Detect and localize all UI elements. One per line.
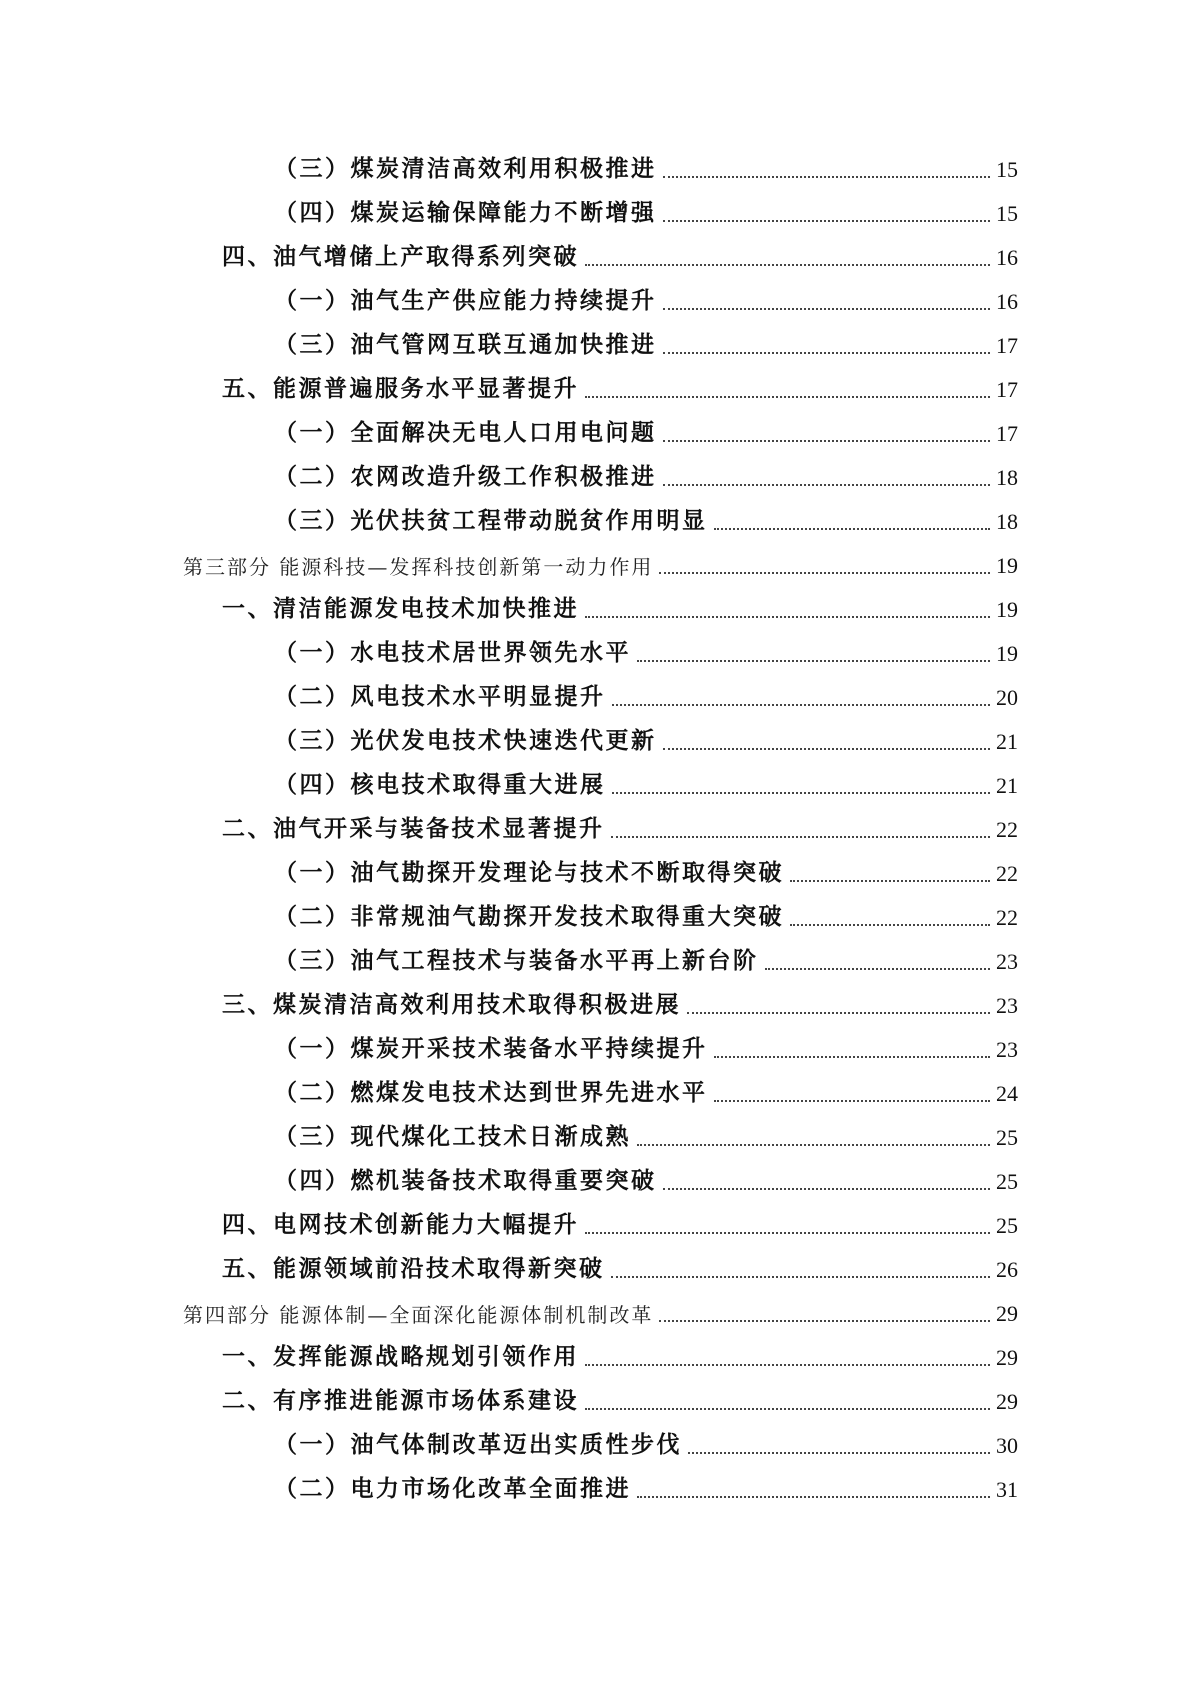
- toc-entry-line: [0, 730, 1190, 753]
- toc-entry-title: （一）油气生产供应能力持续提升: [274, 288, 657, 314]
- toc-entry-line: [0, 378, 1190, 401]
- toc-section-entry[interactable]: [0, 583, 1190, 627]
- toc-subsection-entry[interactable]: [0, 627, 1190, 671]
- toc-page-number: 19: [996, 553, 1018, 578]
- toc-entry-title: （四）燃机装备技术取得重要突破: [274, 1168, 657, 1194]
- toc-entry-line: [0, 818, 1190, 841]
- toc-entry-title: 三、煤炭清洁高效利用技术取得积极进展: [222, 992, 681, 1018]
- toc-subsection-entry[interactable]: [0, 495, 1190, 539]
- toc-section-entry[interactable]: [0, 979, 1190, 1023]
- toc-entry-title: （三）光伏发电技术快速迭代更新: [274, 728, 657, 754]
- toc-entry-line: [0, 202, 1190, 225]
- toc-entry-line: [0, 466, 1190, 489]
- toc-entry-line: [0, 1126, 1190, 1149]
- toc-page-number: 18: [996, 509, 1018, 534]
- toc-subsection-entry[interactable]: [0, 891, 1190, 935]
- toc-subsection-entry[interactable]: [0, 671, 1190, 715]
- toc-subsection-entry[interactable]: [0, 187, 1190, 231]
- toc-entry-title: （一）全面解决无电人口用电问题: [274, 420, 657, 446]
- dot-leader: [585, 1232, 990, 1234]
- toc-entry-line: [0, 686, 1190, 709]
- dot-leader: [611, 1276, 991, 1278]
- toc-page-number: 26: [996, 1257, 1018, 1282]
- toc-section-entry[interactable]: [0, 1331, 1190, 1375]
- toc-page-number: 22: [996, 905, 1018, 930]
- toc-entry-line: [0, 1214, 1190, 1237]
- toc-subsection-entry[interactable]: [0, 1155, 1190, 1199]
- toc-subsection-entry[interactable]: [0, 143, 1190, 187]
- toc-entry-line: [0, 862, 1190, 885]
- toc-subsection-entry[interactable]: [0, 451, 1190, 495]
- toc-entry-line: [0, 1303, 1190, 1325]
- toc-subsection-entry[interactable]: [0, 759, 1190, 803]
- dot-leader: [714, 1056, 991, 1058]
- toc-subsection-entry[interactable]: [0, 935, 1190, 979]
- toc-entry-line: [0, 1170, 1190, 1193]
- toc-entry-line: [0, 1346, 1190, 1369]
- dot-leader: [765, 968, 991, 970]
- dot-leader: [714, 1100, 991, 1102]
- dot-leader: [585, 1408, 990, 1410]
- toc-entry-title: （二）电力市场化改革全面推进: [274, 1476, 631, 1502]
- toc-entry-line: [0, 774, 1190, 797]
- toc-entry-line: [0, 334, 1190, 357]
- toc-page-number: 25: [996, 1169, 1018, 1194]
- dot-leader: [659, 1320, 990, 1322]
- dot-leader: [687, 1012, 990, 1014]
- toc-page-number: 25: [996, 1213, 1018, 1238]
- toc-subsection-entry[interactable]: [0, 715, 1190, 759]
- toc-section-entry[interactable]: [0, 1375, 1190, 1419]
- toc-subsection-entry[interactable]: [0, 407, 1190, 451]
- toc-entry-title: （四）煤炭运输保障能力不断增强: [274, 200, 657, 226]
- toc-entry-title: 一、清洁能源发电技术加快推进: [222, 596, 579, 622]
- dot-leader: [637, 660, 990, 662]
- toc-entry-title: 四、电网技术创新能力大幅提升: [222, 1212, 579, 1238]
- toc-page-number: 19: [996, 641, 1018, 666]
- toc-page-number: 29: [996, 1345, 1018, 1370]
- toc-entry-title: （三）油气工程技术与装备水平再上新台阶: [274, 948, 759, 974]
- toc-subsection-entry[interactable]: [0, 1463, 1190, 1507]
- dot-leader: [585, 396, 990, 398]
- dot-leader: [663, 1188, 991, 1190]
- dot-leader: [663, 748, 991, 750]
- toc-entry-line: [0, 1258, 1190, 1281]
- toc-entry-title: （四）核电技术取得重大进展: [274, 772, 606, 798]
- toc-subsection-entry[interactable]: [0, 847, 1190, 891]
- toc-entry-line: [0, 158, 1190, 181]
- toc-page-number: 24: [996, 1081, 1018, 1106]
- toc-entry-title: 二、油气开采与装备技术显著提升: [222, 816, 605, 842]
- toc-entry-title: （三）现代煤化工技术日渐成熟: [274, 1124, 631, 1150]
- dot-leader: [790, 880, 990, 882]
- dot-leader: [663, 484, 991, 486]
- toc-entry-title: 一、发挥能源战略规划引领作用: [222, 1344, 579, 1370]
- dot-leader: [637, 1496, 990, 1498]
- toc-entry-line: [0, 1478, 1190, 1501]
- dot-leader: [663, 352, 991, 354]
- dot-leader: [585, 616, 990, 618]
- toc-entry-title: （二）燃煤发电技术达到世界先进水平: [274, 1080, 708, 1106]
- toc-page-number: 29: [996, 1389, 1018, 1414]
- toc-entry-line: [0, 246, 1190, 269]
- toc-subsection-entry[interactable]: [0, 1067, 1190, 1111]
- toc-entry-line: [0, 1390, 1190, 1413]
- toc-page-number: 22: [996, 817, 1018, 842]
- dot-leader: [663, 308, 991, 310]
- toc-page-number: 19: [996, 597, 1018, 622]
- toc-entry-title: 第三部分 能源科技—发挥科技创新第一动力作用: [183, 555, 654, 579]
- dot-leader: [663, 440, 991, 442]
- toc-entry-line: [0, 1082, 1190, 1105]
- toc-page-number: 31: [996, 1477, 1018, 1502]
- toc-page-number: 16: [996, 245, 1018, 270]
- toc-entry-title: （三）油气管网互联互通加快推进: [274, 332, 657, 358]
- toc-subsection-entry[interactable]: [0, 1023, 1190, 1067]
- toc-page-number: 15: [996, 157, 1018, 182]
- dot-leader: [790, 924, 990, 926]
- toc-entry-line: [0, 510, 1190, 533]
- toc-entry-title: 二、有序推进能源市场体系建设: [222, 1388, 579, 1414]
- toc-entry-title: （二）非常规油气勘探开发技术取得重大突破: [274, 904, 784, 930]
- toc-entry-title: （二）风电技术水平明显提升: [274, 684, 606, 710]
- toc-entry-title: （一）煤炭开采技术装备水平持续提升: [274, 1036, 708, 1062]
- toc-entry-line: [0, 994, 1190, 1017]
- toc-page-number: 16: [996, 289, 1018, 314]
- toc-subsection-entry[interactable]: [0, 1111, 1190, 1155]
- toc-entry-title: （一）油气勘探开发理论与技术不断取得突破: [274, 860, 784, 886]
- toc-entry-title: 五、能源普遍服务水平显著提升: [222, 376, 579, 402]
- toc-entry-title: 第四部分 能源体制—全面深化能源体制机制改革: [183, 1303, 654, 1327]
- toc-entry-title: （一）油气体制改革迈出实质性步伐: [274, 1432, 682, 1458]
- toc-page-number: 25: [996, 1125, 1018, 1150]
- dot-leader: [663, 176, 991, 178]
- toc-entry-title: 五、能源领域前沿技术取得新突破: [222, 1256, 605, 1282]
- dot-leader: [714, 528, 991, 530]
- toc-subsection-entry[interactable]: [0, 1419, 1190, 1463]
- toc-page-number: 30: [996, 1433, 1018, 1458]
- toc-page-number: 22: [996, 861, 1018, 886]
- toc-section-entry[interactable]: [0, 1243, 1190, 1287]
- toc-entry-line: [0, 1038, 1190, 1061]
- toc-page-number: 23: [996, 949, 1018, 974]
- toc-page-number: 15: [996, 201, 1018, 226]
- toc-section-entry[interactable]: [0, 231, 1190, 275]
- toc-entry-line: [0, 1434, 1190, 1457]
- toc-subsection-entry[interactable]: [0, 275, 1190, 319]
- toc-page-number: 20: [996, 685, 1018, 710]
- toc-entry-title: （二）农网改造升级工作积极推进: [274, 464, 657, 490]
- toc-entry-line: [0, 422, 1190, 445]
- toc-part-heading[interactable]: [0, 539, 1190, 583]
- toc-part-heading[interactable]: [0, 1287, 1190, 1331]
- toc-section-entry[interactable]: [0, 363, 1190, 407]
- toc-section-entry[interactable]: [0, 1199, 1190, 1243]
- toc-page-number: 17: [996, 333, 1018, 358]
- toc-subsection-entry[interactable]: [0, 319, 1190, 363]
- toc-entry-line: [0, 290, 1190, 313]
- dot-leader: [663, 220, 991, 222]
- toc-page-number: 23: [996, 993, 1018, 1018]
- dot-leader: [659, 572, 990, 574]
- toc-entry-title: （三）煤炭清洁高效利用积极推进: [274, 156, 657, 182]
- toc-page-number: 17: [996, 377, 1018, 402]
- dot-leader: [612, 792, 991, 794]
- toc-page-number: 23: [996, 1037, 1018, 1062]
- toc-entry-line: [0, 950, 1190, 973]
- dot-leader: [612, 704, 991, 706]
- dot-leader: [611, 836, 991, 838]
- toc-entry-line: [0, 642, 1190, 665]
- toc-entry-line: [0, 598, 1190, 621]
- toc-page-number: 18: [996, 465, 1018, 490]
- toc-entry-title: 四、油气增储上产取得系列突破: [222, 244, 579, 270]
- toc-entry-line: [0, 555, 1190, 577]
- toc-page-number: 29: [996, 1301, 1018, 1326]
- dot-leader: [585, 1364, 990, 1366]
- table-of-contents: [0, 143, 1190, 1507]
- toc-page-number: 21: [996, 729, 1018, 754]
- dot-leader: [637, 1144, 990, 1146]
- dot-leader: [688, 1452, 990, 1454]
- toc-page-number: 17: [996, 421, 1018, 446]
- toc-page-number: 21: [996, 773, 1018, 798]
- dot-leader: [585, 264, 990, 266]
- toc-section-entry[interactable]: [0, 803, 1190, 847]
- toc-entry-title: （三）光伏扶贫工程带动脱贫作用明显: [274, 508, 708, 534]
- toc-entry-line: [0, 906, 1190, 929]
- toc-entry-title: （一）水电技术居世界领先水平: [274, 640, 631, 666]
